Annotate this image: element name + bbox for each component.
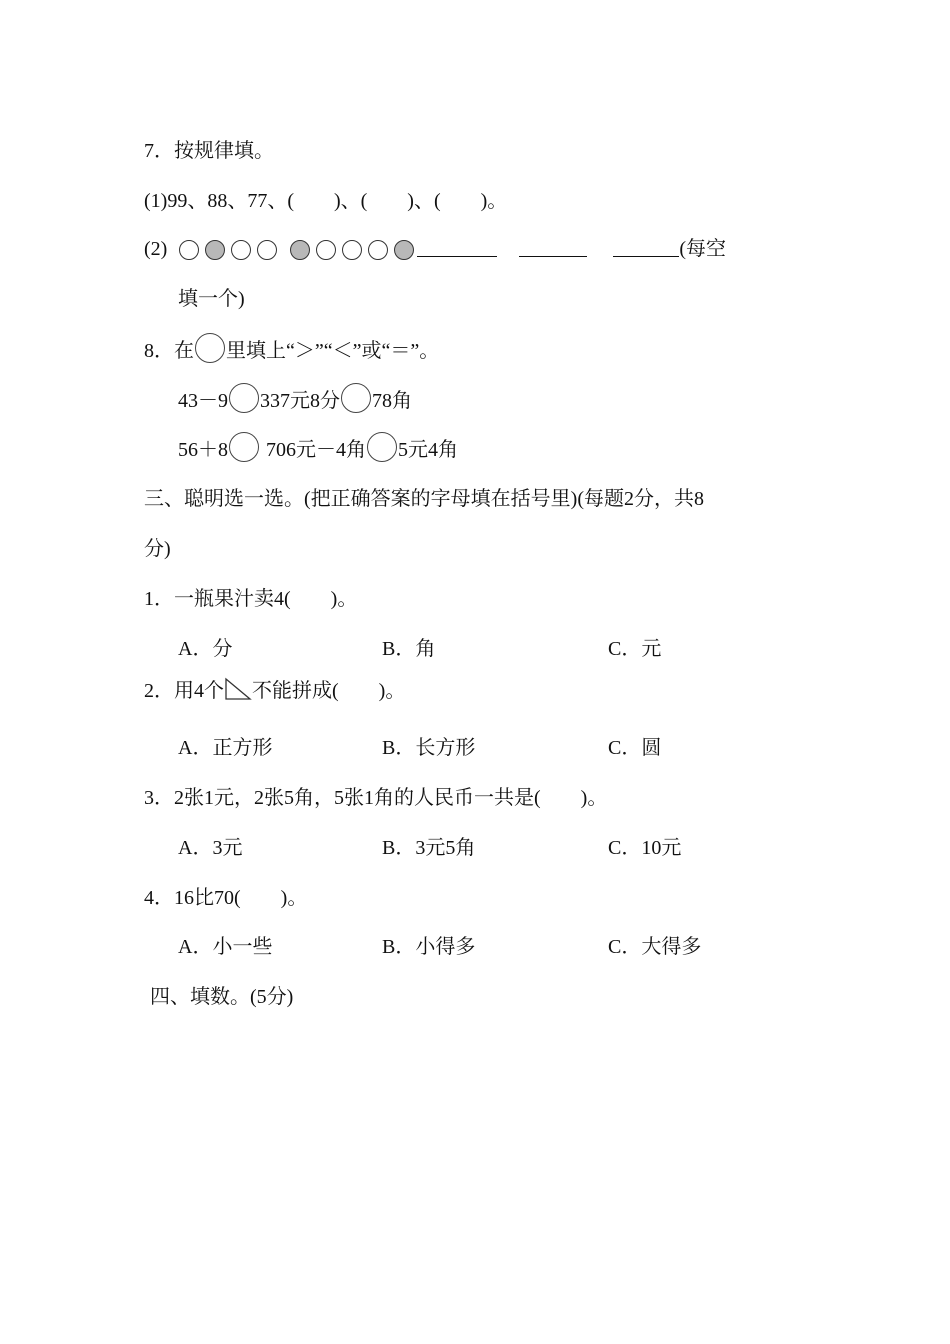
- mc-q2-option-b[interactable]: B．长方形: [382, 737, 476, 759]
- q8-expr-1: 43－9: [178, 390, 228, 412]
- filled-circle-icon: [290, 240, 310, 260]
- right-triangle-icon: [224, 677, 252, 701]
- mc-q1-option-b[interactable]: B．角: [382, 638, 436, 660]
- filled-circle-icon: [205, 240, 225, 260]
- empty-circle-icon: [179, 240, 199, 260]
- section3-header: 三、聪明选一选。(把正确答案的字母填在括号里)(每题2分，共8: [144, 488, 704, 510]
- q7-part2-note-cont: 填一个): [178, 288, 245, 310]
- compare-circle-1[interactable]: [229, 383, 259, 413]
- mc-q2-option-a[interactable]: A．正方形: [178, 737, 273, 759]
- q8-title: [144, 333, 439, 365]
- empty-circle-icon: [342, 240, 362, 260]
- mc-q1-stem: 1．一瓶果汁卖4( )。: [144, 588, 358, 610]
- mc-q4-option-a[interactable]: A．小一些: [178, 936, 273, 958]
- answer-blank-2[interactable]: [519, 236, 587, 257]
- section4-header: 四、填数。(5分): [150, 986, 294, 1008]
- q7-title: 7．按规律填。: [144, 140, 274, 162]
- q7-part1: (1)99、88、77、( )、( )、( )。: [144, 190, 508, 212]
- mc-q4-option-b[interactable]: B．小得多: [382, 936, 476, 958]
- compare-circle-4[interactable]: [367, 432, 397, 462]
- mc-q3-option-c[interactable]: C．10元: [608, 837, 682, 859]
- q7-part2: [144, 235, 726, 263]
- q8-expr-5: 706元－4角: [266, 439, 366, 461]
- mc-q2-option-c[interactable]: C．圆: [608, 737, 662, 759]
- empty-circle-icon: [257, 240, 277, 260]
- mc-q4-stem: 4．16比70( )。: [144, 887, 308, 909]
- mc-q3-stem: 3．2张1元，2张5角，5张1角的人民币一共是( )。: [144, 787, 608, 809]
- q8-expr-6: 5元4角: [398, 439, 458, 461]
- empty-circle-icon: [316, 240, 336, 260]
- empty-circle-icon: [368, 240, 388, 260]
- q8-row-1: [178, 383, 412, 415]
- section3-header-cont: 分): [144, 538, 171, 560]
- mc-q3-option-b[interactable]: B．3元5角: [382, 837, 476, 859]
- mc-q4-option-c[interactable]: C．大得多: [608, 936, 702, 958]
- mc-q2-stem-end: 不能拼成( )。: [252, 680, 406, 702]
- empty-circle-icon: [231, 240, 251, 260]
- circle-pattern: [176, 238, 417, 260]
- q7-part2-label: (2): [144, 238, 168, 260]
- q7-part2-note: (每空: [679, 238, 726, 260]
- q8-expr-2: 337元8分: [260, 390, 340, 412]
- answer-blank-3[interactable]: [613, 236, 679, 257]
- filled-circle-icon: [394, 240, 414, 260]
- q8-title-start: 8．在: [144, 340, 194, 362]
- mc-q1-option-c[interactable]: C．元: [608, 638, 662, 660]
- q8-expr-3: 78角: [372, 390, 412, 412]
- mc-q1-option-a[interactable]: A．分: [178, 638, 233, 660]
- mc-q2-stem: [144, 677, 405, 705]
- compare-circle-3[interactable]: [229, 432, 259, 462]
- q8-title-end: 里填上“＞”“＜”或“＝”。: [226, 340, 440, 362]
- mc-q2-stem-start: 2．用4个: [144, 680, 224, 702]
- compare-circle-2[interactable]: [341, 383, 371, 413]
- compare-circle-icon: [195, 333, 225, 363]
- q8-row-2: [178, 432, 458, 464]
- mc-q3-option-a[interactable]: A．3元: [178, 837, 243, 859]
- q8-expr-4: 56＋8: [178, 439, 228, 461]
- answer-blank-1[interactable]: [417, 236, 497, 257]
